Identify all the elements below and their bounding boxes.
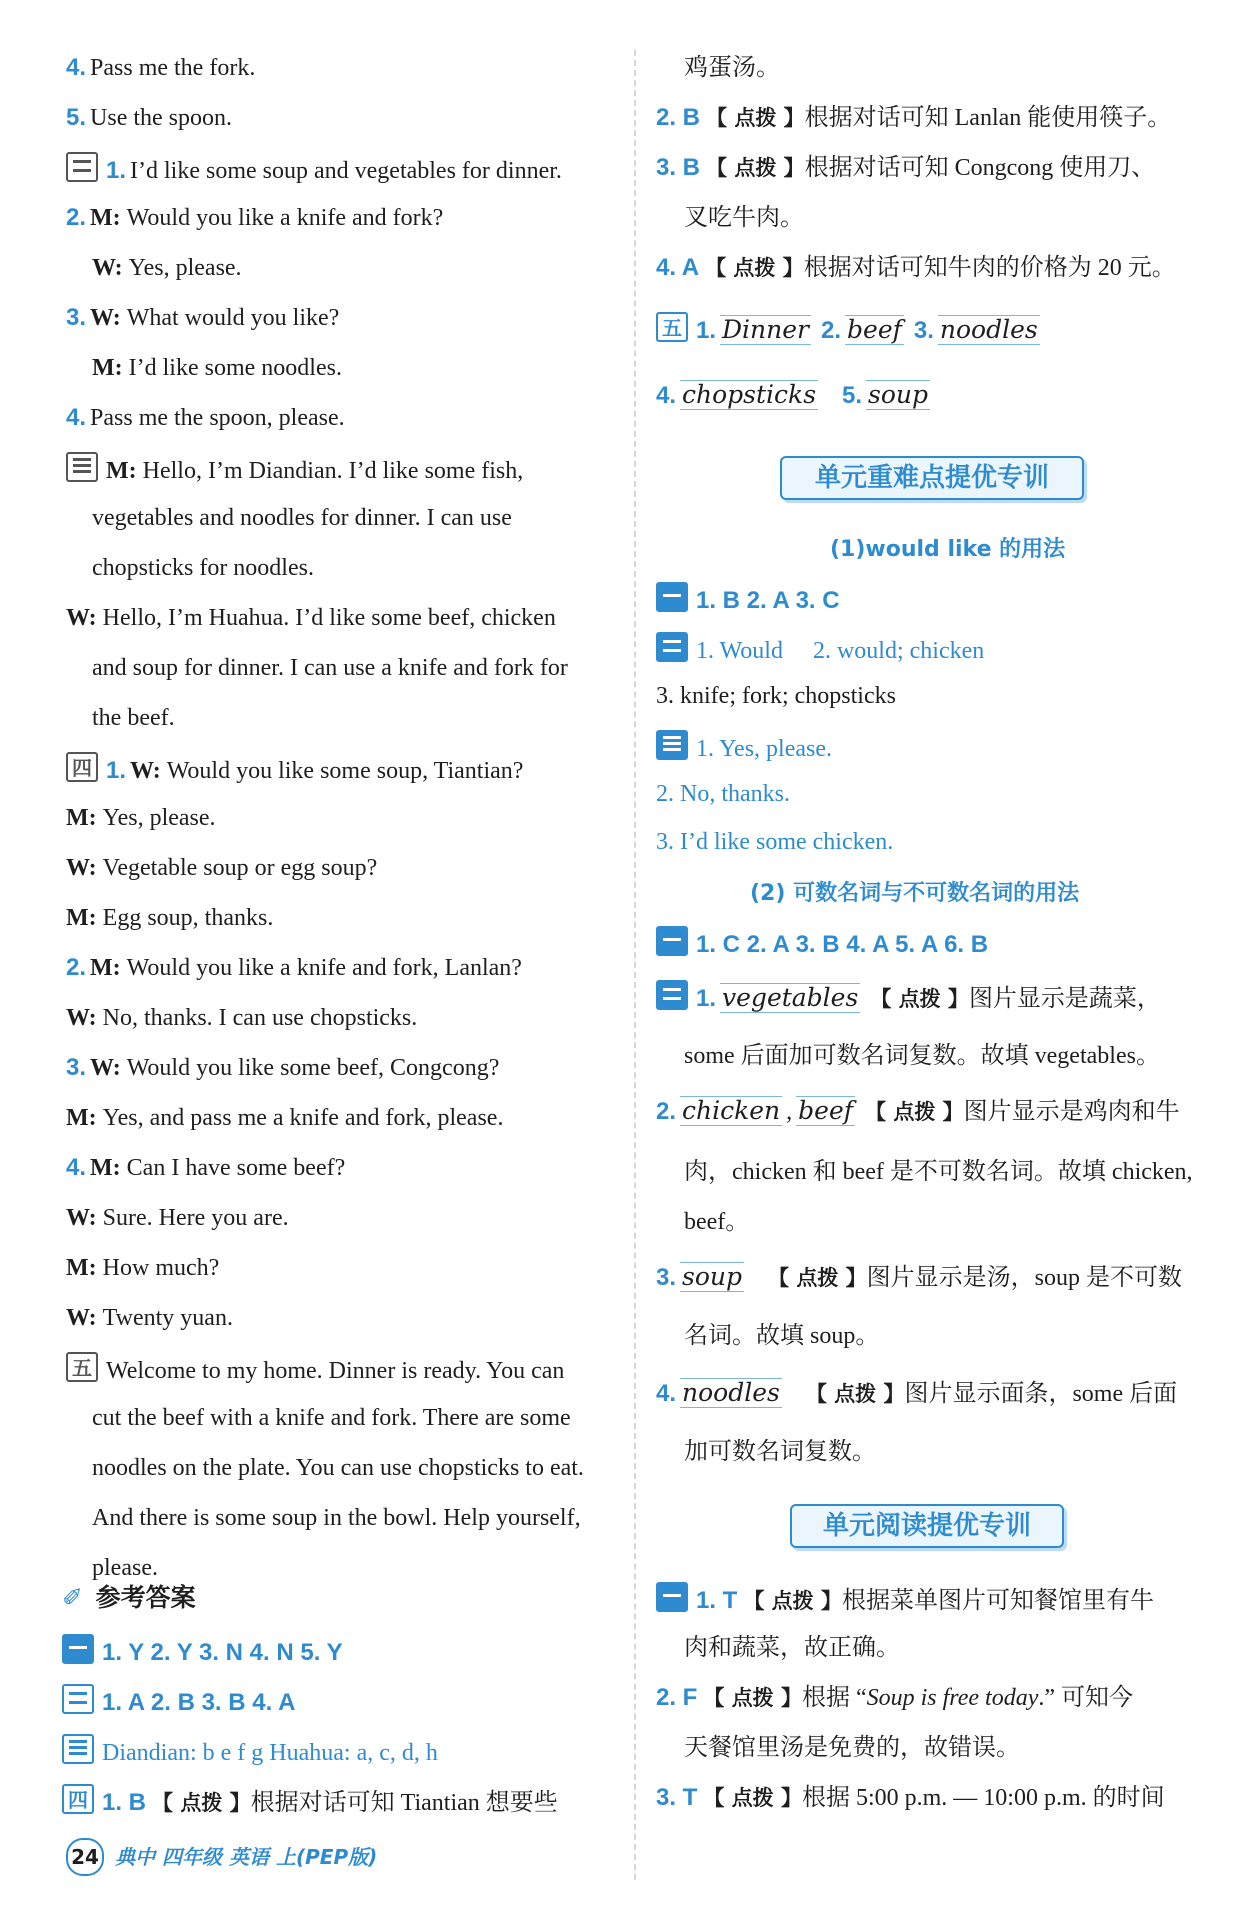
line-text: vegetables and noodles for dinner. I can use xyxy=(92,505,512,531)
line-text: Egg soup, thanks. xyxy=(102,905,274,931)
transcript-line xyxy=(92,502,512,534)
item-number: 1. xyxy=(106,757,127,784)
line-text: Yes, and pass me a knife and fork, please. xyxy=(102,1105,504,1131)
line-text: No, thanks. I can use chopsticks. xyxy=(102,1005,418,1031)
transcript-line xyxy=(66,1302,233,1334)
line-text: What would you like? xyxy=(126,305,340,331)
transcript-line xyxy=(66,1152,345,1184)
section-one-icon xyxy=(656,1582,688,1612)
answer-item: 1. T 【 点拨 】根据菜单图片可知餐馆里有牛 xyxy=(656,1582,1154,1617)
speaker-label: M: xyxy=(66,1105,103,1131)
speaker-label: W: xyxy=(66,1005,103,1031)
line-text: Hello, I’m Huahua. I’d like some beef, chicken xyxy=(102,605,556,631)
answer-continuation: some 后面加可数名词复数。故填 vegetables。 xyxy=(684,1043,1160,1069)
line-text: Would you like a knife and fork? xyxy=(126,205,444,231)
speaker-label: M: xyxy=(90,1155,127,1181)
answer-item: 2. B 【 点拨 】根据对话可知 Lanlan 能使用筷子。 xyxy=(656,104,1172,131)
subheading: (2) 可数名词与不可数名词的用法 xyxy=(750,881,1080,906)
line-text: please. xyxy=(92,1555,158,1581)
transcript-line xyxy=(92,552,314,584)
transcript-line xyxy=(66,202,443,234)
speaker-label: W: xyxy=(66,1305,103,1331)
answer-line-1: 1. Y 2. Y 3. N 4. N 5. Y xyxy=(62,1634,343,1669)
speaker-label: W: xyxy=(92,255,129,281)
line-text: Pass me the spoon, please. xyxy=(90,405,345,431)
section-icon xyxy=(66,452,98,482)
transcript-line xyxy=(92,1402,571,1434)
answer-line-2: 1. A 2. B 3. B 4. A xyxy=(62,1684,295,1719)
line-text: Can I have some beef? xyxy=(126,1155,346,1181)
section-banner: 单元重难点提优专训 xyxy=(780,456,1084,500)
answer-line-3: Diandian: b e f g Huahua: a, c, d, h xyxy=(62,1734,438,1769)
line-text: Pass me the fork. xyxy=(90,55,256,81)
answer-continuation: 名词。故填 soup。 xyxy=(684,1323,880,1349)
line-text: Use the spoon. xyxy=(90,105,232,131)
line-text: cut the beef with a knife and fork. There are some xyxy=(92,1405,571,1431)
answer-continuation: beef。 xyxy=(684,1209,750,1235)
answer-continuation: 肉和蔬菜，故正确。 xyxy=(684,1635,900,1661)
section-five-icon: 五 xyxy=(656,312,688,342)
speaker-label: M: xyxy=(90,205,127,231)
line-text: Vegetable soup or egg soup? xyxy=(102,855,378,881)
transcript-line xyxy=(66,602,556,634)
section-banner: 单元阅读提优专训 xyxy=(790,1504,1064,1548)
answer-item: 2. F 【 点拨 】根据 “Soup is free today.” 可知今 xyxy=(656,1684,1134,1711)
speaker-label: W: xyxy=(90,1055,127,1081)
answer-item: 2. chicken , beef 【 点拨 】图片显示是鸡肉和牛 xyxy=(656,1096,1180,1125)
item-number: 4. xyxy=(66,1154,87,1181)
transcript-line xyxy=(66,852,377,884)
answer-item: 1. vegetables 【 点拨 】图片显示是蔬菜， xyxy=(656,980,1161,1015)
speaker-label: M: xyxy=(66,905,103,931)
transcript-line xyxy=(92,652,568,684)
line-text: Would you like some soup, Tiantian? xyxy=(166,758,524,784)
line-text: noodles on the plate. You can use chopsticks to eat. xyxy=(92,1455,584,1481)
item-number: 4. xyxy=(66,404,87,431)
transcript-line xyxy=(66,802,216,834)
answer-continuation: 肉，chicken 和 beef 是不可数名词。故填 chicken, xyxy=(684,1159,1193,1185)
transcript-line xyxy=(92,1502,581,1534)
column-divider xyxy=(634,50,636,1880)
line-text: Would you like a knife and fork, Lanlan? xyxy=(126,955,522,981)
section-one-icon xyxy=(656,582,688,612)
speaker-label: M: xyxy=(66,805,103,831)
transcript-line xyxy=(66,152,562,187)
section-two-icon xyxy=(62,1684,94,1714)
transcript-line xyxy=(66,952,522,984)
speaker-label: W: xyxy=(66,855,103,881)
line-text: Hello, I’m Diandian. I’d like some fish, xyxy=(142,458,524,484)
line-text: the beef. xyxy=(92,705,175,731)
section-one-icon xyxy=(656,926,688,956)
speaker-label: M: xyxy=(106,458,143,484)
line-text: Would you like some beef, Congcong? xyxy=(126,1055,500,1081)
subheading: (1)would like 的用法 xyxy=(830,537,1066,562)
speaker-label: M: xyxy=(92,355,129,381)
transcript-line xyxy=(92,1452,584,1484)
line-text: And there is some soup in the bowl. Help yourself, xyxy=(92,1505,581,1531)
transcript-line xyxy=(66,1052,499,1084)
line-text: I’d like some soup and vegetables for dinner. xyxy=(130,158,562,184)
transcript-line xyxy=(66,1202,289,1234)
section-two-icon xyxy=(656,632,688,662)
speaker-label: M: xyxy=(66,1255,103,1281)
section-three-icon xyxy=(62,1734,94,1764)
section-icon xyxy=(66,152,98,182)
item-number: 3. xyxy=(66,1054,87,1081)
transcript-line xyxy=(92,252,242,284)
transcript-line xyxy=(66,452,523,487)
line-text: How much? xyxy=(102,1255,220,1281)
line-text: Welcome to my home. Dinner is ready. You can xyxy=(106,1358,565,1384)
speaker-label: M: xyxy=(90,955,127,981)
speaker-label: W: xyxy=(90,305,127,331)
section-icon: 四 xyxy=(66,752,98,782)
line-text: Sure. Here you are. xyxy=(102,1205,289,1231)
transcript-line xyxy=(66,52,255,84)
answer-row: 2. No, thanks. xyxy=(656,781,790,807)
answer-item: 3. T 【 点拨 】根据 5:00 p.m. — 10:00 p.m. 的时间 xyxy=(656,1784,1165,1811)
item-number: 3. xyxy=(66,304,87,331)
speaker-label: W: xyxy=(66,605,103,631)
book-title: 典中 四年级 英语 上(PEP版) xyxy=(115,1845,378,1869)
item-number: 5. xyxy=(66,104,87,131)
section-one-icon xyxy=(62,1634,94,1664)
item-number: 4. xyxy=(66,54,87,81)
transcript-line xyxy=(66,1352,564,1387)
answer-key-heading: ✐ 参考答案 xyxy=(62,1583,196,1612)
item-number: 2. xyxy=(66,204,87,231)
answer-continuation: 天餐馆里汤是免费的，故错误。 xyxy=(684,1735,1020,1761)
answer-row: 1. C 2. A 3. B 4. A 5. A 6. B xyxy=(656,926,988,961)
line-text: chopsticks for noodles. xyxy=(92,555,314,581)
answer-continuation: 叉吃牛肉。 xyxy=(684,205,804,231)
line-text: Yes, please. xyxy=(102,805,216,831)
answer-item: 4. A 【 点拨 】根据对话可知牛肉的价格为 20 元。 xyxy=(656,254,1176,281)
transcript-line xyxy=(66,302,339,334)
answer-row: 3. I’d like some chicken. xyxy=(656,829,894,855)
section-two-icon xyxy=(656,980,688,1010)
line-text: and soup for dinner. I can use a knife and fork for xyxy=(92,655,568,681)
transcript-line xyxy=(66,1252,219,1284)
transcript-line xyxy=(92,702,175,734)
section-icon: 五 xyxy=(66,1352,98,1382)
transcript-line xyxy=(66,1002,417,1034)
transcript-line xyxy=(66,752,523,787)
transcript-line xyxy=(66,102,232,134)
line-text: Twenty yuan. xyxy=(102,1305,233,1331)
transcript-line xyxy=(66,1102,503,1134)
page-footer xyxy=(66,1838,377,1876)
answer-row: 1. B 2. A 3. C xyxy=(656,582,840,617)
answer-row: 3. knife; fork; chopsticks xyxy=(656,683,896,709)
answer-item: 3. soup 【 点拨 】图片显示是汤，soup 是不可数 xyxy=(656,1262,1182,1291)
transcript-line xyxy=(66,402,345,434)
item-number: 1. xyxy=(106,157,127,184)
item-number: 2. xyxy=(66,954,87,981)
transcript-line xyxy=(92,352,342,384)
line-text: Yes, please. xyxy=(128,255,242,281)
answer-line-4: 四 1. B 【 点拨 】根据对话可知 Tiantian 想要些 xyxy=(62,1784,558,1819)
answer-item: 4. noodles 【 点拨 】图片显示面条，some 后面 xyxy=(656,1378,1178,1407)
section-four-icon: 四 xyxy=(62,1784,94,1814)
answer-row: 1. Yes, please. xyxy=(656,730,832,765)
speaker-label: W: xyxy=(130,758,167,784)
answer-continuation: 加可数名词复数。 xyxy=(684,1439,876,1465)
section-five-answers: 五 1. Dinner 2. beef 3. noodles xyxy=(656,312,1044,347)
section-three-icon xyxy=(656,730,688,760)
speaker-label: W: xyxy=(66,1205,103,1231)
paperclip-icon: ✐ xyxy=(62,1583,83,1612)
page-number: 24 xyxy=(66,1838,104,1876)
transcript-line xyxy=(66,902,273,934)
line-text: I’d like some noodles. xyxy=(128,355,342,381)
answer-continuation: 鸡蛋汤。 xyxy=(684,55,780,81)
answer-item: 3. B 【 点拨 】根据对话可知 Congcong 使用刀、 xyxy=(656,154,1156,181)
answer-row: 1. Would 2. would; chicken xyxy=(656,632,984,667)
section-five-answers-2: 4. chopsticks 5. soup xyxy=(656,380,929,409)
